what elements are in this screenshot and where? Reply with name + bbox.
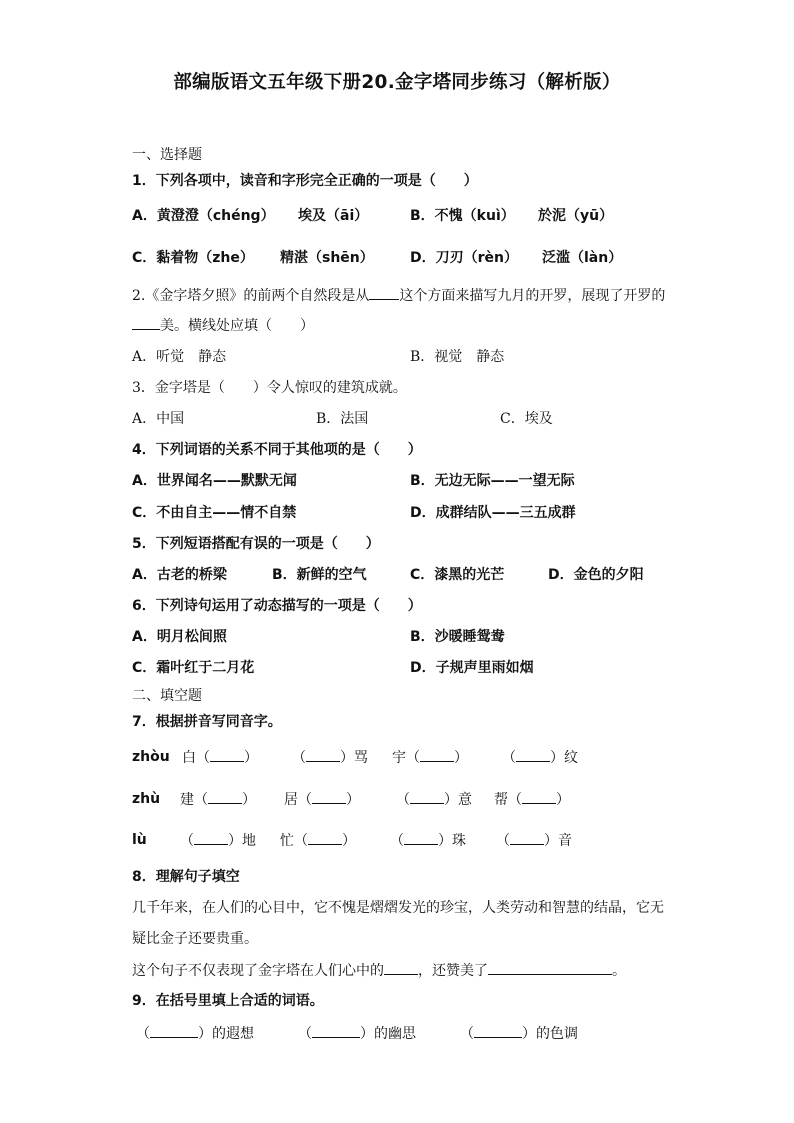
q2-stem-part1: 2.《金字塔夕照》的前两个自然段是从 [132,288,370,304]
question-8-stem: 8．理解句子填空 [132,869,240,885]
question-3-stem: 3．金字塔是（ ）令人惊叹的建筑成就。 [132,380,407,396]
q8-passage-line1: 几千年来，在人们的心目中，它不愧是熠熠发光的珍宝，人类劳动和智慧的结晶，它无 [132,900,664,916]
q1-option-d-1: D．刀刃（rèn） [410,250,518,266]
q8-question-part1: 这个句子不仅表现了金字塔在人们心中的 [132,963,384,979]
q1-option-d-2: 泛滥（làn） [542,250,623,266]
q2-option-b: B．视觉 静态 [410,349,505,365]
q9-item3: （ ）的色调 [460,1023,578,1044]
q1-option-a-2: 埃及（āi） [298,208,369,224]
q7-row2-item2: 居（ ） [284,789,360,810]
q8-question-part2: ，还赞美了 [418,963,488,979]
q8-passage-line2: 疑比金子还要贵重。 [132,931,258,947]
q7-row3-item2: 忙（ ） [280,830,356,851]
q7-row3-pinyin: lù [132,832,147,848]
q8-blank-2 [488,960,612,975]
q7-row2-item1: 建（ ） [180,789,256,810]
q1-option-c-2: 精湛（shēn） [280,250,374,266]
q2-stem-part2: 这个方面来描写九月的开罗，展现了开罗的 [399,288,666,304]
q7-row2-pinyin: zhù [132,791,161,807]
q6-option-b: B．沙暖睡鸳鸯 [410,629,505,645]
q4-option-b: B．无边无际——一望无际 [410,473,575,489]
q3-option-c: C．埃及 [500,411,553,427]
page-title: 部编版语文五年级下册20.金字塔同步练习（解析版） [173,72,621,93]
q8-blank-1 [384,960,418,975]
q4-option-c: C．不由自主——情不自禁 [132,505,297,521]
q1-option-b-1: B．不愧（kuì） [410,208,515,224]
q1-option-b-2: 於泥（yū） [538,208,614,224]
q5-option-b: B．新鲜的空气 [272,567,367,583]
q2-blank-2 [132,315,160,330]
q7-row2-item4: 帮（ ） [494,789,570,810]
q7-row1-item4: （ ）纹 [502,747,578,768]
q7-row3-item1: （ ）地 [180,830,256,851]
q7-row3-item4: （ ）音 [496,830,572,851]
q3-option-a: A．中国 [132,411,185,427]
section-heading-choice: 一、选择题 [132,147,202,163]
q6-option-c: C．霜叶红于二月花 [132,660,255,676]
q7-row1-item1: 白（ ） [182,747,258,768]
q1-option-c-1: C．黏着物（zhe） [132,250,254,266]
q6-option-d: D．子规声里雨如烟 [410,660,534,676]
q8-question-line [132,960,626,981]
section-heading-fill: 二、填空题 [132,688,202,704]
q8-question-part3: 。 [612,963,626,979]
q4-option-a: A．世界闻名——默默无闻 [132,473,297,489]
q5-option-a: A．古老的桥梁 [132,567,227,583]
q5-option-c: C．漆黑的光芒 [410,567,505,583]
question-9-stem: 9．在括号里填上合适的词语。 [132,993,324,1009]
q3-option-b: B．法国 [316,411,369,427]
q2-stem-part3: 美。横线处应填（ ） [160,318,314,334]
q2-option-a: A．听觉 静态 [132,349,227,365]
question-5-stem: 5．下列短语搭配有误的一项是（ ） [132,536,380,552]
q2-blank-1 [369,285,399,300]
q1-option-a-1: A．黄澄澄（chéng） [132,208,275,224]
q7-row2-item3: （ ）意 [396,789,472,810]
q7-row1-pinyin: zhòu [132,749,170,765]
q7-row3-item3: （ ）珠 [390,830,466,851]
q7-row1-item2: （ ）骂 [292,747,368,768]
question-2-stem-line1 [132,285,665,306]
q4-option-d: D．成群结队——三五成群 [410,505,576,521]
question-6-stem: 6．下列诗句运用了动态描写的一项是（ ） [132,598,422,614]
q6-option-a: A．明月松间照 [132,629,227,645]
question-7-stem: 7．根据拼音写同音字。 [132,714,282,730]
q9-item2: （ ）的幽思 [298,1023,416,1044]
q5-option-d: D．金色的夕阳 [548,567,644,583]
question-1-stem: 1．下列各项中，读音和字形完全正确的一项是（ ） [132,173,478,189]
q9-item1: （ ）的遐想 [136,1023,254,1044]
q7-row1-item3: 宇（ ） [392,747,468,768]
question-4-stem: 4．下列词语的关系不同于其他项的是（ ） [132,442,422,458]
question-2-stem-line2 [132,315,314,336]
